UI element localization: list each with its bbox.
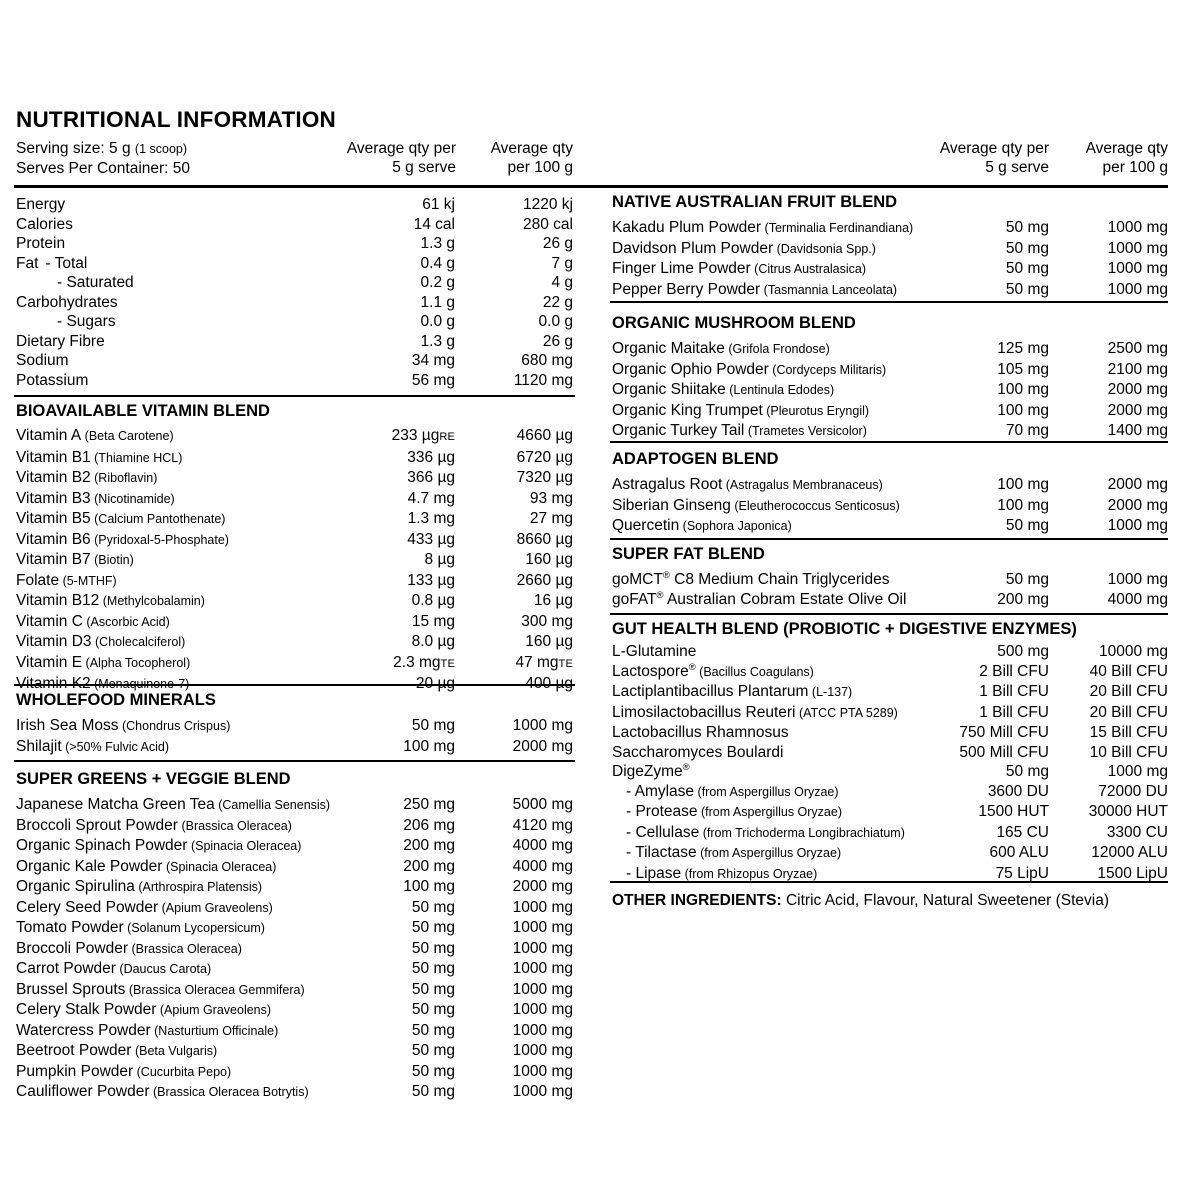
table-row: [16, 312, 573, 332]
qty-per-serve: 50 mg: [411, 1083, 455, 1100]
qty-per-100g: 1000 mg: [1107, 219, 1168, 236]
left-col-header-serve: Average qty per 5 g serve: [346, 140, 456, 176]
ingredient-name: Lactospore® (Bacillus Coagulans): [612, 661, 814, 680]
qty-per-100g: 300 mg: [521, 612, 573, 630]
qty-per-100g: 1400 mg: [1107, 422, 1168, 439]
table-row: [612, 421, 1168, 442]
table-row: [16, 489, 573, 510]
table-row: [16, 612, 573, 633]
qty-per-100g: 1000 mg: [1107, 239, 1168, 257]
super-fat-blend-table: [612, 570, 1168, 609]
table-row: [612, 723, 1168, 743]
ingredient-name: Potassium: [16, 371, 89, 389]
qty-per-serve: 50 mg: [411, 717, 455, 734]
qty-per-100g: 72000 DU: [1098, 782, 1168, 800]
table-row: [16, 351, 573, 371]
table-row: [16, 1062, 573, 1083]
table-row: [16, 550, 573, 571]
qty-per-serve: 50 mg: [411, 919, 455, 936]
section-heading-super-greens: SUPER GREENS + VEGGIE BLEND: [16, 770, 291, 788]
qty-per-serve: 50 mg: [411, 898, 455, 916]
section-heading-fruit-blend: NATIVE AUSTRALIAN FRUIT BLEND: [612, 193, 898, 211]
table-row: [16, 959, 573, 980]
qty-per-serve: 2 Bill CFU: [979, 662, 1049, 680]
qty-per-serve: 1 Bill CFU: [979, 703, 1049, 721]
section-heading-gut-health-blend: GUT HEALTH BLEND (PROBIOTIC + DIGESTIVE ENZYMES): [612, 620, 1077, 638]
ingredient-name: Vitamin A (Beta Carotene): [16, 427, 174, 444]
ingredient-name: Organic Shiitake (Lentinula Edodes): [612, 381, 835, 398]
ingredient-name: Pepper Berry Powder (Tasmannia Lanceolata): [612, 280, 898, 298]
fruit-blend-table: [612, 218, 1168, 300]
qty-per-100g: 160 µg: [525, 633, 573, 650]
ingredient-name: Vitamin B3 (Nicotinamide): [16, 489, 175, 507]
ingredient-name: Vitamin B1 (Thiamine HCL): [16, 448, 183, 466]
qty-per-serve: 0.8 µg: [411, 592, 455, 609]
table-row: [16, 877, 573, 898]
table-row: [612, 570, 1168, 590]
ingredient-name: Dietary Fibre: [16, 332, 105, 350]
qty-per-serve: 50 mg: [411, 960, 455, 977]
ingredient-name: Siberian Ginseng (Eleutherococcus Senticosus): [612, 496, 900, 514]
table-row: [612, 380, 1168, 401]
qty-per-100g: 2660 µg: [516, 571, 573, 589]
qty-per-serve: 8.0 µg: [411, 633, 455, 650]
qty-per-100g: 1000 mg: [1107, 280, 1168, 298]
other-ingredients: [612, 891, 1109, 911]
ingredient-name: Lactobacillus Rhamnosus: [612, 724, 789, 741]
table-row: [16, 716, 573, 737]
table-row: [16, 939, 573, 960]
ingredient-name: Cauliflower Powder (Brassica Oleracea Botrytis): [16, 1083, 309, 1100]
ingredient-name: Organic Spirulina (Arthrospira Platensis): [16, 878, 263, 895]
qty-per-serve: 1.1 g: [420, 293, 455, 311]
qty-per-100g: 2500 mg: [1107, 340, 1168, 357]
table-row: [612, 823, 1168, 844]
qty-per-serve: 1 Bill CFU: [979, 683, 1049, 700]
ingredient-name: Carbohydrates: [16, 293, 118, 311]
qty-per-serve: 56 mg: [411, 371, 455, 389]
qty-per-serve: 14 cal: [413, 215, 455, 233]
qty-per-serve: 500 mg: [997, 643, 1049, 660]
table-row: [16, 332, 573, 352]
qty-per-100g: 4 g: [551, 274, 573, 291]
ingredient-name: Brussel Sprouts (Brassica Oleracea Gemmifera): [16, 980, 305, 998]
ingredient-name: Lactiplantibacillus Plantarum (L-137): [612, 683, 853, 700]
qty-per-100g: 2000 mg: [1107, 381, 1168, 398]
table-row: [16, 898, 573, 919]
ingredient-name: Quercetin (Sophora Japonica): [612, 517, 792, 534]
table-row: [612, 782, 1168, 803]
section-divider: [14, 760, 575, 762]
qty-per-100g: 27 mg: [529, 510, 573, 527]
table-row: [16, 273, 573, 293]
table-row: [16, 468, 573, 489]
table-row: [612, 280, 1168, 301]
serving-size-line: Serving size: 5 g (1 scoop): [16, 140, 188, 157]
qty-per-100g: 8660 µg: [516, 530, 573, 548]
header-divider: [14, 185, 1168, 188]
section-divider: [14, 395, 575, 397]
ingredient-name: Saccharomyces Boulardi: [612, 743, 784, 761]
qty-per-serve: 1.3 g: [420, 235, 455, 252]
table-row: [16, 1021, 573, 1042]
qty-per-100g: 2000 mg: [512, 878, 573, 895]
table-row: [16, 195, 573, 215]
qty-per-100g: 4000 mg: [512, 857, 573, 875]
ingredient-name: Fat - Total: [16, 254, 88, 272]
qty-per-100g: 40 Bill CFU: [1089, 662, 1168, 680]
ingredient-name: - Amylase (from Aspergillus Oryzae): [626, 782, 839, 800]
qty-per-100g: 26 g: [542, 235, 573, 252]
table-row: [16, 591, 573, 612]
qty-per-serve: 3600 DU: [987, 782, 1049, 800]
qty-per-100g: 6720 µg: [516, 448, 573, 466]
ingredient-name: Pumpkin Powder (Cucurbita Pepo): [16, 1062, 232, 1080]
qty-per-100g: 10 Bill CFU: [1089, 743, 1168, 761]
section-heading-vitamin-blend: BIOAVAILABLE VITAMIN BLEND: [16, 402, 270, 420]
qty-per-100g: 47 mgTE: [515, 653, 573, 671]
qty-per-100g: 1000 mg: [512, 1042, 573, 1059]
ingredient-name: - Lipase (from Rhizopus Oryzae): [626, 864, 818, 882]
qty-per-100g: 2000 mg: [512, 737, 573, 755]
table-row: [612, 682, 1168, 703]
qty-per-serve: 125 mg: [997, 340, 1049, 357]
qty-per-100g: 0.0 g: [538, 313, 573, 330]
table-row: [612, 339, 1168, 360]
table-row: [612, 743, 1168, 763]
section-divider: [14, 684, 575, 686]
qty-per-100g: 10000 mg: [1099, 643, 1168, 660]
qty-per-serve: 433 µg: [407, 530, 455, 548]
qty-per-serve: 50 mg: [411, 1042, 455, 1059]
ingredient-name: Beetroot Powder (Beta Vulgaris): [16, 1042, 218, 1059]
ingredient-name: L-Glutamine: [612, 643, 697, 660]
ingredient-name: Energy: [16, 196, 66, 213]
qty-per-100g: 1000 mg: [512, 1021, 573, 1039]
section-divider: [610, 441, 1168, 443]
ingredient-name: Davidson Plum Powder (Davidsonia Spp.): [612, 239, 876, 257]
table-row: [16, 795, 573, 816]
ingredient-name: Celery Stalk Powder (Apium Graveolens): [16, 1001, 272, 1018]
ingredient-name: Sodium: [16, 352, 69, 369]
ingredient-name: - Saturated: [57, 274, 134, 291]
qty-per-serve: 1.3 mg: [407, 510, 455, 527]
adaptogen-blend-table: [612, 475, 1168, 537]
table-row: [612, 703, 1168, 724]
qty-per-100g: 280 cal: [523, 215, 573, 233]
qty-per-100g: 1000 mg: [512, 898, 573, 916]
table-row: [612, 259, 1168, 280]
table-row: [16, 254, 573, 274]
table-row: [612, 239, 1168, 260]
qty-per-100g: 7 g: [551, 254, 573, 272]
serving-info: [16, 139, 190, 178]
qty-per-serve: 0.0 g: [420, 313, 455, 330]
ingredient-name: Astragalus Root (Astragalus Membranaceus): [612, 476, 883, 493]
table-row: [16, 448, 573, 469]
table-row: [16, 215, 573, 235]
table-row: [612, 218, 1168, 239]
serving-size-note: (1 scoop): [134, 142, 188, 156]
qty-per-serve: 100 mg: [997, 401, 1049, 419]
table-row: [16, 857, 573, 878]
qty-per-100g: 1220 kj: [523, 196, 573, 213]
ingredient-name: Vitamin C (Ascorbic Acid): [16, 612, 170, 630]
qty-per-100g: 3300 CU: [1106, 823, 1168, 841]
qty-per-100g: 2100 mg: [1107, 360, 1168, 378]
qty-per-serve: 233 µgRE: [391, 427, 455, 444]
ingredient-name: Shilajit (>50% Fulvic Acid): [16, 737, 170, 755]
qty-per-100g: 4120 mg: [512, 816, 573, 834]
right-col-header-per100: Average qty per 100 g: [1085, 140, 1168, 176]
ingredient-name: goFAT® Australian Cobram Estate Olive Oil: [612, 589, 907, 608]
qty-per-serve: 600 ALU: [989, 844, 1049, 861]
table-row: [16, 836, 573, 857]
qty-per-100g: 1000 mg: [512, 939, 573, 957]
table-row: [16, 816, 573, 837]
page-title: NUTRITIONAL INFORMATION: [16, 107, 336, 132]
table-row: [16, 571, 573, 592]
qty-per-serve: 336 µg: [407, 448, 455, 466]
qty-per-serve: 4.7 mg: [407, 489, 455, 507]
qty-per-100g: 4000 mg: [1107, 590, 1168, 608]
qty-per-100g: 680 mg: [521, 352, 573, 369]
qty-per-100g: 1000 mg: [512, 1062, 573, 1080]
table-row: [612, 496, 1168, 517]
ingredient-name: Calories: [16, 215, 73, 233]
ingredient-name: Organic Kale Powder (Spinacia Oleracea): [16, 857, 277, 875]
section-divider: [610, 881, 1168, 883]
table-row: [612, 590, 1168, 610]
section-heading-mushroom-blend: ORGANIC MUSHROOM BLEND: [612, 314, 856, 332]
qty-per-serve: 50 mg: [411, 1021, 455, 1039]
qty-per-serve: 500 Mill CFU: [959, 743, 1049, 761]
table-row: [16, 653, 573, 675]
ingredient-name: goMCT® C8 Medium Chain Triglycerides: [612, 569, 890, 588]
ingredient-name: Celery Seed Powder (Apium Graveolens): [16, 898, 273, 916]
ingredient-name: Folate (5-MTHF): [16, 571, 117, 589]
table-row: [612, 360, 1168, 381]
qty-per-100g: 2000 mg: [1107, 401, 1168, 419]
table-row: [612, 516, 1168, 537]
qty-per-serve: 50 mg: [411, 1001, 455, 1018]
qty-per-serve: 0.4 g: [420, 254, 455, 272]
qty-per-100g: 20 Bill CFU: [1089, 703, 1168, 721]
ingredient-name: Organic Maitake (Grifola Frondose): [612, 340, 830, 357]
qty-per-serve: 100 mg: [403, 737, 455, 755]
qty-per-serve: 100 mg: [997, 381, 1049, 398]
qty-per-serve: 50 mg: [1005, 517, 1049, 534]
qty-per-100g: 1000 mg: [1107, 260, 1168, 277]
qty-per-100g: 12000 ALU: [1091, 844, 1168, 861]
qty-per-100g: 93 mg: [529, 489, 573, 507]
ingredient-name: Vitamin B7 (Biotin): [16, 551, 134, 568]
qty-per-100g: 1120 mg: [513, 371, 573, 389]
qty-per-100g: 1000 mg: [1107, 571, 1168, 588]
other-ingredients-text: Citric Acid, Flavour, Natural Sweetener (Stevia): [781, 892, 1110, 909]
qty-per-serve: 1500 HUT: [978, 803, 1049, 820]
ingredient-name: Vitamin B12 (Methylcobalamin): [16, 592, 205, 609]
qty-per-serve: 165 CU: [996, 823, 1049, 841]
ingredient-name: Organic Turkey Tail (Trametes Versicolor): [612, 422, 867, 439]
table-row: [16, 509, 573, 530]
table-row: [16, 737, 573, 758]
ingredient-name: Watercress Powder (Nasturtium Officinale): [16, 1021, 279, 1039]
ingredient-name: Japanese Matcha Green Tea (Camellia Senensis): [16, 796, 331, 813]
qty-per-100g: 26 g: [542, 332, 573, 350]
qty-per-serve: 34 mg: [411, 352, 455, 369]
qty-per-100g: 22 g: [542, 293, 573, 311]
table-row: [16, 632, 573, 653]
section-heading-adaptogen-blend: ADAPTOGEN BLEND: [612, 450, 779, 468]
qty-per-serve: 61 kj: [422, 196, 455, 213]
ingredient-name: Vitamin B6 (Pyridoxal-5-Phosphate): [16, 530, 229, 548]
qty-per-serve: 50 mg: [411, 1062, 455, 1080]
qty-per-100g: 1000 mg: [1107, 763, 1168, 780]
ingredient-name: Protein: [16, 235, 66, 252]
qty-per-100g: 1500 LipU: [1097, 864, 1168, 882]
mushroom-blend-table: [612, 339, 1168, 442]
qty-per-serve: 70 mg: [1005, 422, 1049, 439]
ingredient-name: Organic Spinach Powder (Spinacia Oleracea): [16, 837, 302, 854]
ingredient-name: Organic Ophio Powder (Cordyceps Militaris): [612, 360, 887, 378]
qty-per-serve: 206 mg: [403, 816, 455, 834]
ingredient-name: Finger Lime Powder (Citrus Australasica): [612, 260, 867, 277]
qty-per-100g: 1000 mg: [512, 717, 573, 734]
qty-per-serve: 1.3 g: [420, 332, 455, 350]
qty-per-serve: 200 mg: [997, 590, 1049, 608]
qty-per-serve: 100 mg: [997, 476, 1049, 493]
table-row: [612, 662, 1168, 683]
qty-per-serve: 105 mg: [997, 360, 1049, 378]
qty-per-100g: 2000 mg: [1107, 476, 1168, 493]
table-row: [16, 234, 573, 254]
ingredient-name: Tomato Powder (Solanum Lycopersicum): [16, 919, 265, 936]
ingredient-name: - Sugars: [57, 313, 116, 330]
qty-per-serve: 50 mg: [411, 939, 455, 957]
super-greens-table: [16, 795, 573, 1103]
table-row: [16, 371, 573, 391]
qty-per-serve: 50 mg: [1005, 239, 1049, 257]
qty-per-serve: 100 mg: [403, 878, 455, 895]
qty-per-100g: 1000 mg: [512, 1001, 573, 1018]
gut-health-blend-table: [612, 642, 1168, 884]
qty-per-100g: 1000 mg: [512, 1083, 573, 1100]
table-row: [16, 1000, 573, 1021]
qty-per-serve: 200 mg: [403, 857, 455, 875]
qty-per-100g: 30000 HUT: [1088, 803, 1168, 820]
qty-per-100g: 7320 µg: [516, 469, 573, 486]
vitamin-blend-table: [16, 426, 573, 695]
ingredient-name: Broccoli Powder (Brassica Oleracea): [16, 939, 242, 957]
ingredient-name: - Protease (from Aspergillus Oryzae): [626, 803, 842, 820]
qty-per-serve: 133 µg: [407, 571, 455, 589]
ingredient-name: DigeZyme®: [612, 761, 690, 780]
left-col-header-per100: Average qty per 100 g: [490, 140, 573, 176]
ingredient-name: - Cellulase (from Trichoderma Longibrachiatum): [626, 823, 905, 841]
qty-per-100g: 5000 mg: [512, 796, 573, 813]
qty-per-100g: 1000 mg: [512, 919, 573, 936]
qty-per-100g: 1000 mg: [1107, 517, 1168, 534]
ingredient-name: Vitamin B5 (Calcium Pantothenate): [16, 510, 226, 527]
main-nutrients-table: [16, 195, 573, 390]
ingredient-name: Carrot Powder (Daucus Carota): [16, 960, 212, 977]
right-col-header-serve: Average qty per 5 g serve: [939, 140, 1049, 176]
table-row: [612, 475, 1168, 496]
qty-per-serve: 0.2 g: [420, 274, 455, 291]
qty-per-serve: 2.3 mgTE: [393, 653, 455, 671]
qty-per-serve: 15 mg: [411, 612, 455, 630]
table-row: [16, 1082, 573, 1103]
table-row: [612, 762, 1168, 782]
other-ingredients-label: OTHER INGREDIENTS:: [612, 892, 782, 909]
table-row: [612, 843, 1168, 864]
qty-per-serve: 250 mg: [403, 796, 455, 813]
ingredient-name: Vitamin E (Alpha Tocopherol): [16, 653, 191, 671]
ingredient-name: Broccoli Sprout Powder (Brassica Oleracea): [16, 816, 292, 834]
qty-per-serve: 750 Mill CFU: [959, 724, 1049, 741]
qty-per-100g: 2000 mg: [1107, 496, 1168, 514]
wholefood-minerals-table: [16, 716, 573, 757]
table-row: [612, 401, 1168, 422]
ingredient-name: - Tilactase (from Aspergillus Oryzae): [626, 844, 842, 861]
qty-per-100g: 160 µg: [525, 551, 573, 568]
serves-per-container-line: Serves Per Container: 50: [16, 160, 191, 177]
qty-per-serve: 50 mg: [1005, 219, 1049, 236]
qty-per-serve: 100 mg: [997, 496, 1049, 514]
section-divider: [610, 538, 1168, 540]
table-row: [16, 293, 573, 313]
ingredient-name: Irish Sea Moss (Chondrus Crispus): [16, 717, 231, 734]
qty-per-serve: 50 mg: [411, 980, 455, 998]
qty-per-100g: 4660 µg: [516, 427, 573, 444]
qty-per-serve: 50 mg: [1005, 571, 1049, 588]
qty-per-serve: 200 mg: [403, 837, 455, 854]
qty-per-serve: 50 mg: [1005, 280, 1049, 298]
table-row: [16, 980, 573, 1001]
qty-per-100g: 1000 mg: [512, 980, 573, 998]
qty-per-100g: 1000 mg: [512, 960, 573, 977]
ingredient-name: Kakadu Plum Powder (Terminalia Ferdinandiana): [612, 219, 914, 236]
table-row: [16, 1041, 573, 1062]
qty-per-100g: 16 µg: [533, 592, 573, 609]
section-divider: [610, 301, 1168, 303]
table-row: [16, 426, 573, 448]
qty-per-serve: 8 µg: [424, 551, 455, 568]
table-row: [16, 530, 573, 551]
ingredient-name: Vitamin B2 (Riboflavin): [16, 469, 158, 486]
qty-per-100g: 4000 mg: [512, 837, 573, 854]
table-row: [612, 802, 1168, 823]
ingredient-name: Vitamin D3 (Cholecalciferol): [16, 633, 186, 650]
qty-per-100g: 15 Bill CFU: [1089, 724, 1168, 741]
qty-per-serve: 50 mg: [1005, 763, 1049, 780]
section-heading-wholefood-minerals: WHOLEFOOD MINERALS: [16, 691, 216, 709]
qty-per-serve: 75 LipU: [995, 864, 1049, 882]
qty-per-100g: 20 Bill CFU: [1089, 683, 1168, 700]
section-divider: [610, 613, 1168, 615]
qty-per-serve: 50 mg: [1005, 260, 1049, 277]
section-heading-super-fat-blend: SUPER FAT BLEND: [612, 545, 765, 563]
ingredient-name: Organic King Trumpet (Pleurotus Eryngil): [612, 401, 870, 419]
table-row: [612, 642, 1168, 662]
table-row: [16, 918, 573, 939]
qty-per-serve: 366 µg: [407, 469, 455, 486]
ingredient-name: Limosilactobacillus Reuteri (ATCC PTA 5289): [612, 703, 898, 721]
